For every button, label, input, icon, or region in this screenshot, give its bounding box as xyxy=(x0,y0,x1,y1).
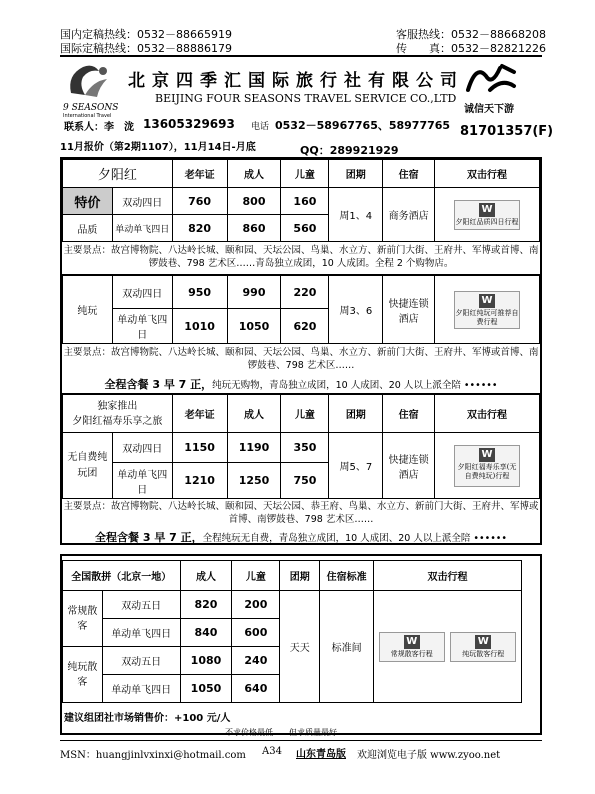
section-4-table xyxy=(62,560,522,703)
s1-r1-adult: 800 xyxy=(227,188,281,215)
s2-r2-child: 620 xyxy=(281,309,329,344)
suggested-price: 建议组团社市场销售价：+100 元/人 xyxy=(64,713,231,724)
s3-r1-adult: 1190 xyxy=(227,433,281,463)
s3-r1-name: 双动四日 xyxy=(112,433,172,463)
s4-doc2-label: 纯玩散客行程 xyxy=(462,649,505,658)
s4-col-itinerary: 双击行程 xyxy=(373,561,521,591)
s3-r2-name: 单动单飞四日 xyxy=(112,463,172,499)
col-dates: 团期 xyxy=(329,395,383,433)
s4-r1-name: 双动五日 xyxy=(102,591,180,619)
s4-r1-adult: 820 xyxy=(180,591,232,619)
s1-r2-child: 560 xyxy=(281,215,329,242)
footer-brand: 山东青岛版 xyxy=(296,749,346,760)
s4-r3-name: 双动五日 xyxy=(102,647,180,675)
s1-itinerary-doc[interactable] xyxy=(435,188,540,242)
company-name-en: BEIJING FOUR SEASONS TRAVEL SERVICE CO.,LTD xyxy=(155,92,457,105)
s1-attractions-note: 主要景点：故宫博物院、八达岭长城、颐和园、天坛公园、鸟巢、水立方、新前门大街、王府井、军博或首博、南锣鼓巷、798 艺术区……青岛独立成团，10 人成团。全程 2 个购物店。 xyxy=(63,245,539,269)
s4-r2-name: 单动单飞四日 xyxy=(102,619,180,647)
quote-period: 11月报价（第2期1107），11月14日-月底 xyxy=(60,142,256,153)
col-adult: 成人 xyxy=(227,160,281,188)
col-itinerary: 双击行程 xyxy=(435,160,540,188)
s2-r1-adult: 990 xyxy=(227,276,281,309)
s4-r3-child: 240 xyxy=(232,647,280,675)
word-doc-icon: W xyxy=(404,635,420,649)
s1-title: 夕阳红 xyxy=(63,160,173,188)
s4-doc-regular[interactable] xyxy=(379,632,445,662)
s2-r2-adult: 1050 xyxy=(227,309,281,344)
s3-r2-child: 750 xyxy=(281,463,329,499)
s3-r1-senior: 1150 xyxy=(172,433,227,463)
s2-r1-child: 220 xyxy=(281,276,329,309)
s4-r3-adult: 1080 xyxy=(180,647,232,675)
s3-full-board xyxy=(62,529,540,545)
fax: 传 真：0532－82821226 xyxy=(396,42,546,55)
domestic-hotline: 国内定稿热线：0532－88665919 xyxy=(60,28,232,41)
s3-title xyxy=(63,395,173,433)
col-senior: 老年证 xyxy=(172,395,227,433)
s1-r2-senior: 820 xyxy=(172,215,227,242)
s2-attractions-note: 主要景点：故宫博物院、八达岭长城、颐和园、天坛公园、鸟巢、水立方、新前门大街、王府井、军博或首博、南锣鼓巷、798 艺术区…… xyxy=(63,347,539,371)
col-dates: 团期 xyxy=(329,160,383,188)
s3-title-2: 夕阳红福寿乐享之旅 xyxy=(72,415,163,427)
s3-itinerary-doc[interactable] xyxy=(435,433,540,499)
s4-dates: 天天 xyxy=(280,591,320,703)
special-price-tag: 特价 xyxy=(63,188,113,215)
s3-attractions-note: 主要景点：故宫博物院、八达岭长城、颐和园、天坛公园、恭王府、鸟巢、水立方、新前门大街、王府井、军博或首博、南锣鼓巷、798 艺术区…… xyxy=(63,501,539,525)
section-1-table xyxy=(62,159,540,242)
col-adult: 成人 xyxy=(227,395,281,433)
s3-r2-adult: 1250 xyxy=(227,463,281,499)
s4-r4-child: 640 xyxy=(232,675,280,703)
s4-col-child: 儿童 xyxy=(232,561,280,591)
s2-r2-name: 单动单飞四日 xyxy=(112,309,172,344)
s3-tour-terms: 全程纯玩无自费，青岛独立成团，10 人成团、20 人以上派全陪 •••••• xyxy=(202,533,507,544)
word-doc-icon: W xyxy=(479,294,495,308)
word-doc-icon: W xyxy=(479,203,495,217)
col-itinerary: 双击行程 xyxy=(435,395,540,433)
section-2-table xyxy=(62,275,540,344)
footer-border xyxy=(60,740,542,741)
s2-r2-senior: 1010 xyxy=(172,309,227,344)
s1-r1-name: 双动四日 xyxy=(112,188,172,215)
s2-itinerary-doc[interactable] xyxy=(435,276,540,344)
word-doc-icon: W xyxy=(479,448,495,462)
s2-meals: 全程含餐 3 早 7 正， xyxy=(104,378,213,391)
service-hotline: 客服热线：0532－88668208 xyxy=(396,28,546,41)
col-child: 儿童 xyxy=(281,395,329,433)
phone-number: 0532－58967765、58977765 xyxy=(275,119,451,132)
s2-r1-senior: 950 xyxy=(172,276,227,309)
s2-dates: 周3、6 xyxy=(329,276,383,344)
logo-text: 9 SEASONS xyxy=(63,103,119,113)
s1-dates: 周1、4 xyxy=(329,188,383,242)
s3-title-1: 独家推出 xyxy=(97,400,138,412)
s4-r4-name: 单动单飞四日 xyxy=(102,675,180,703)
company-logo xyxy=(63,63,119,119)
phone-label: 电话 xyxy=(251,122,270,132)
quality-motto: 不求价格最低 但求质量最好 xyxy=(225,728,337,737)
s4-r1-child: 200 xyxy=(232,591,280,619)
section-3-table xyxy=(62,394,540,499)
s1-r1-senior: 760 xyxy=(172,188,227,215)
calligraphy-logo xyxy=(462,60,522,98)
s4-r2-child: 600 xyxy=(232,619,280,647)
col-senior: 老年证 xyxy=(172,160,227,188)
slogan: 诚信天下游 xyxy=(464,104,514,115)
word-doc-icon: W xyxy=(475,635,491,649)
top-border xyxy=(60,55,542,57)
s4-group-1: 常规散客 xyxy=(63,591,103,647)
s3-label: 无自费纯玩团 xyxy=(63,433,113,499)
s4-doc-pure[interactable] xyxy=(450,632,516,662)
s3-doc-label: 夕阳红福寿乐享(无自费纯玩)行程 xyxy=(457,462,517,480)
s3-dates: 周5、7 xyxy=(329,433,383,499)
company-name-cn: 北京四季汇国际旅行社有限公司 xyxy=(128,71,464,91)
mobile-number: 13605329693 xyxy=(143,117,235,131)
s4-title: 全国散拼（北京一地） xyxy=(63,561,181,591)
s2-doc-label: 夕阳红纯玩可推荐自费行程 xyxy=(455,308,519,326)
s4-col-dates: 团期 xyxy=(280,561,320,591)
contact-person: 联系人：李 泷 xyxy=(64,122,134,133)
s1-hotel: 商务酒店 xyxy=(383,188,435,242)
col-hotel: 住宿 xyxy=(383,395,435,433)
s4-col-hotel: 住宿标准 xyxy=(320,561,374,591)
col-child: 儿童 xyxy=(281,160,329,188)
footer-web[interactable]: 欢迎浏览电子版 www.zyoo.net xyxy=(357,750,501,761)
s2-r1-name: 双动四日 xyxy=(112,276,172,309)
agency-code: 81701357(F) xyxy=(460,124,554,139)
s1-quality: 品质 xyxy=(63,215,113,242)
international-hotline: 国际定稿热线：0532－88886179 xyxy=(60,42,232,55)
s1-r1-child: 160 xyxy=(281,188,329,215)
s2-hotel: 快捷连锁酒店 xyxy=(383,276,435,344)
s4-itinerary-docs xyxy=(373,591,521,703)
s4-doc1-label: 常规散客行程 xyxy=(390,649,433,658)
s4-r4-adult: 1050 xyxy=(180,675,232,703)
s1-r2-adult: 860 xyxy=(227,215,281,242)
s3-r1-child: 350 xyxy=(281,433,329,463)
s2-full-board xyxy=(62,376,540,392)
page-number: A34 xyxy=(262,746,282,757)
s4-col-adult: 成人 xyxy=(180,561,232,591)
s4-r2-adult: 840 xyxy=(180,619,232,647)
s2-label: 纯玩 xyxy=(63,276,113,344)
s1-r2-name: 单动单飞四日 xyxy=(112,215,172,242)
qq-number: QQ：289921929 xyxy=(300,144,399,157)
s3-meals: 全程含餐 3 早 7 正， xyxy=(95,531,203,544)
s4-hotel: 标准间 xyxy=(320,591,374,703)
s1-doc-label: 夕阳红品质四日行程 xyxy=(455,217,519,226)
logo-sub: International Travel xyxy=(63,113,112,119)
s3-hotel: 快捷连锁酒店 xyxy=(383,433,435,499)
s2-tour-terms: 纯玩无购物，青岛独立成团，10 人成团、20 人以上派全陪 •••••• xyxy=(212,380,498,391)
s4-group-2: 纯玩散客 xyxy=(63,647,103,703)
footer-msn: MSN：huangjinlvxinxi@hotmail.com xyxy=(60,750,246,761)
col-hotel: 住宿 xyxy=(383,160,435,188)
s3-r2-senior: 1210 xyxy=(172,463,227,499)
